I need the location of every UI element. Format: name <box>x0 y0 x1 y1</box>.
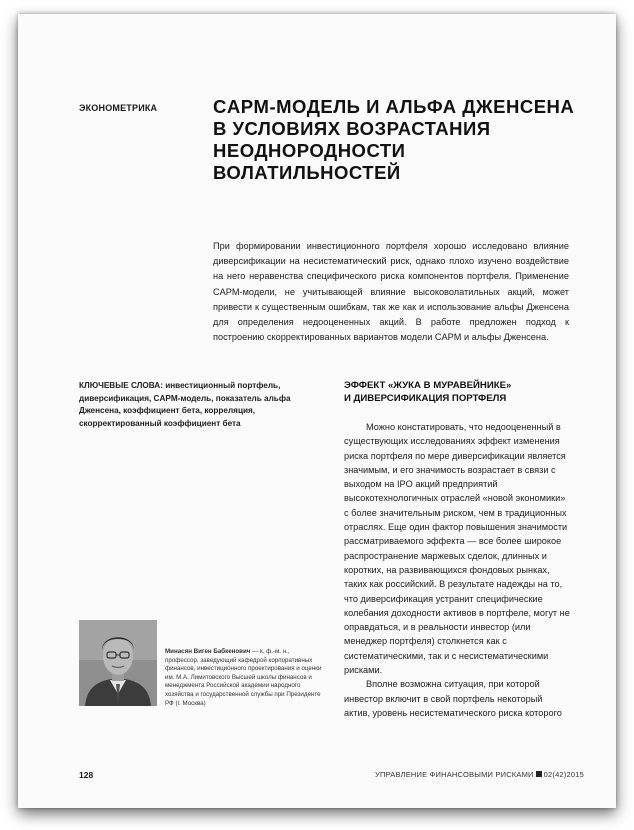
author-photo <box>79 620 157 706</box>
author-bio <box>165 648 323 708</box>
section-heading <box>344 380 584 405</box>
section-heading-line: И ДИВЕРСИФИКАЦИЯ ПОРТФЕЛЯ <box>344 392 507 404</box>
journal-footer <box>375 770 584 779</box>
keywords: КЛЮЧЕВЫЕ СЛОВА: инвестиционный портфель, диверсификация, CAPM-модель, показатель альфа Дженсена, коэффициент бета, корреляция, скорректированный коэффициент бета <box>79 381 291 428</box>
section-heading-line: ЭФФЕКТ «ЖУКА В МУРАВЕЙНИКЕ» <box>344 380 512 391</box>
abstract: При формировании инвестиционного портфеля хорошо исследовано влияние диверсификации на несистематический риск, однако плохо изучено воздействие на него неравенства специфического риска компонентов портфеля. Применение CAPM-модели, не учитывающей влияние высоковолатильных акций, может привести к существенным ошибкам, так же как и использование альфы Дженсена для определения недооцененных акций. В работе предложен подход к построению скорректированных вариантов модели CAPM и альфы Дженсена. <box>213 241 569 343</box>
page-number: 128 <box>79 770 94 780</box>
square-separator-icon <box>536 771 542 777</box>
author-name: Минасян Виген Бабкенович <box>165 648 251 655</box>
section-label: ЭКОНОМЕТРИКА <box>79 103 158 113</box>
body-text <box>344 420 570 720</box>
author-portrait-image <box>79 620 157 706</box>
paragraph: Можно констатировать, что недооцененный в существующих исследованиях эффект изменения риска портфеля по мере диверсификации является значимым, и его значимость возрастает в связи с выходом на IPO акций предприятий высокотехнологичных отраслей «новой экономики» с более значительным риском, чем в традиционных отраслях. Еще один фактор повышения значимости рассматриваемого эффекта — все более широкое распространение маржевых сделок, длинных и коротких, на развивающихся фондовых рынках, таких как российский. В результате надежды на то, что диверсификация устранит специфические колебания доходности активов в портфеле, могут не оправдаться, и в реальности инвестор (или менеджер портфеля) столкнется как с систематическими, так и с несистематическими рисками. <box>344 422 570 676</box>
journal-name: УПРАВЛЕНИЕ ФИНАНСОВЫМИ РИСКАМИ <box>375 770 534 779</box>
paragraph: Вполне возможна ситуация, при которой инвестор включит в свой портфель некоторый актив, уровень несистематического риска которого <box>344 679 562 718</box>
article-title <box>213 96 593 184</box>
title-line: CAPM-МОДЕЛЬ И АЛЬФА ДЖЕНСЕНА <box>213 96 575 117</box>
author-description: — к. ф.-м. н., профессор, заведующий кафедрой корпоративных финансов, инвестиционного проектирования и оценки им. М.А. Лимитовского Высшей школы финансов и менеджмента Российской академии народного хозяйства и государственной службы при Президенте РФ (г. Москва) <box>165 648 322 707</box>
title-line: В УСЛОВИЯХ ВОЗРАСТАНИЯ <box>213 118 491 139</box>
journal-issue: 02(42)2015 <box>543 770 584 779</box>
title-line: НЕОДНОРОДНОСТИ ВОЛАТИЛЬНОСТЕЙ <box>213 140 406 183</box>
